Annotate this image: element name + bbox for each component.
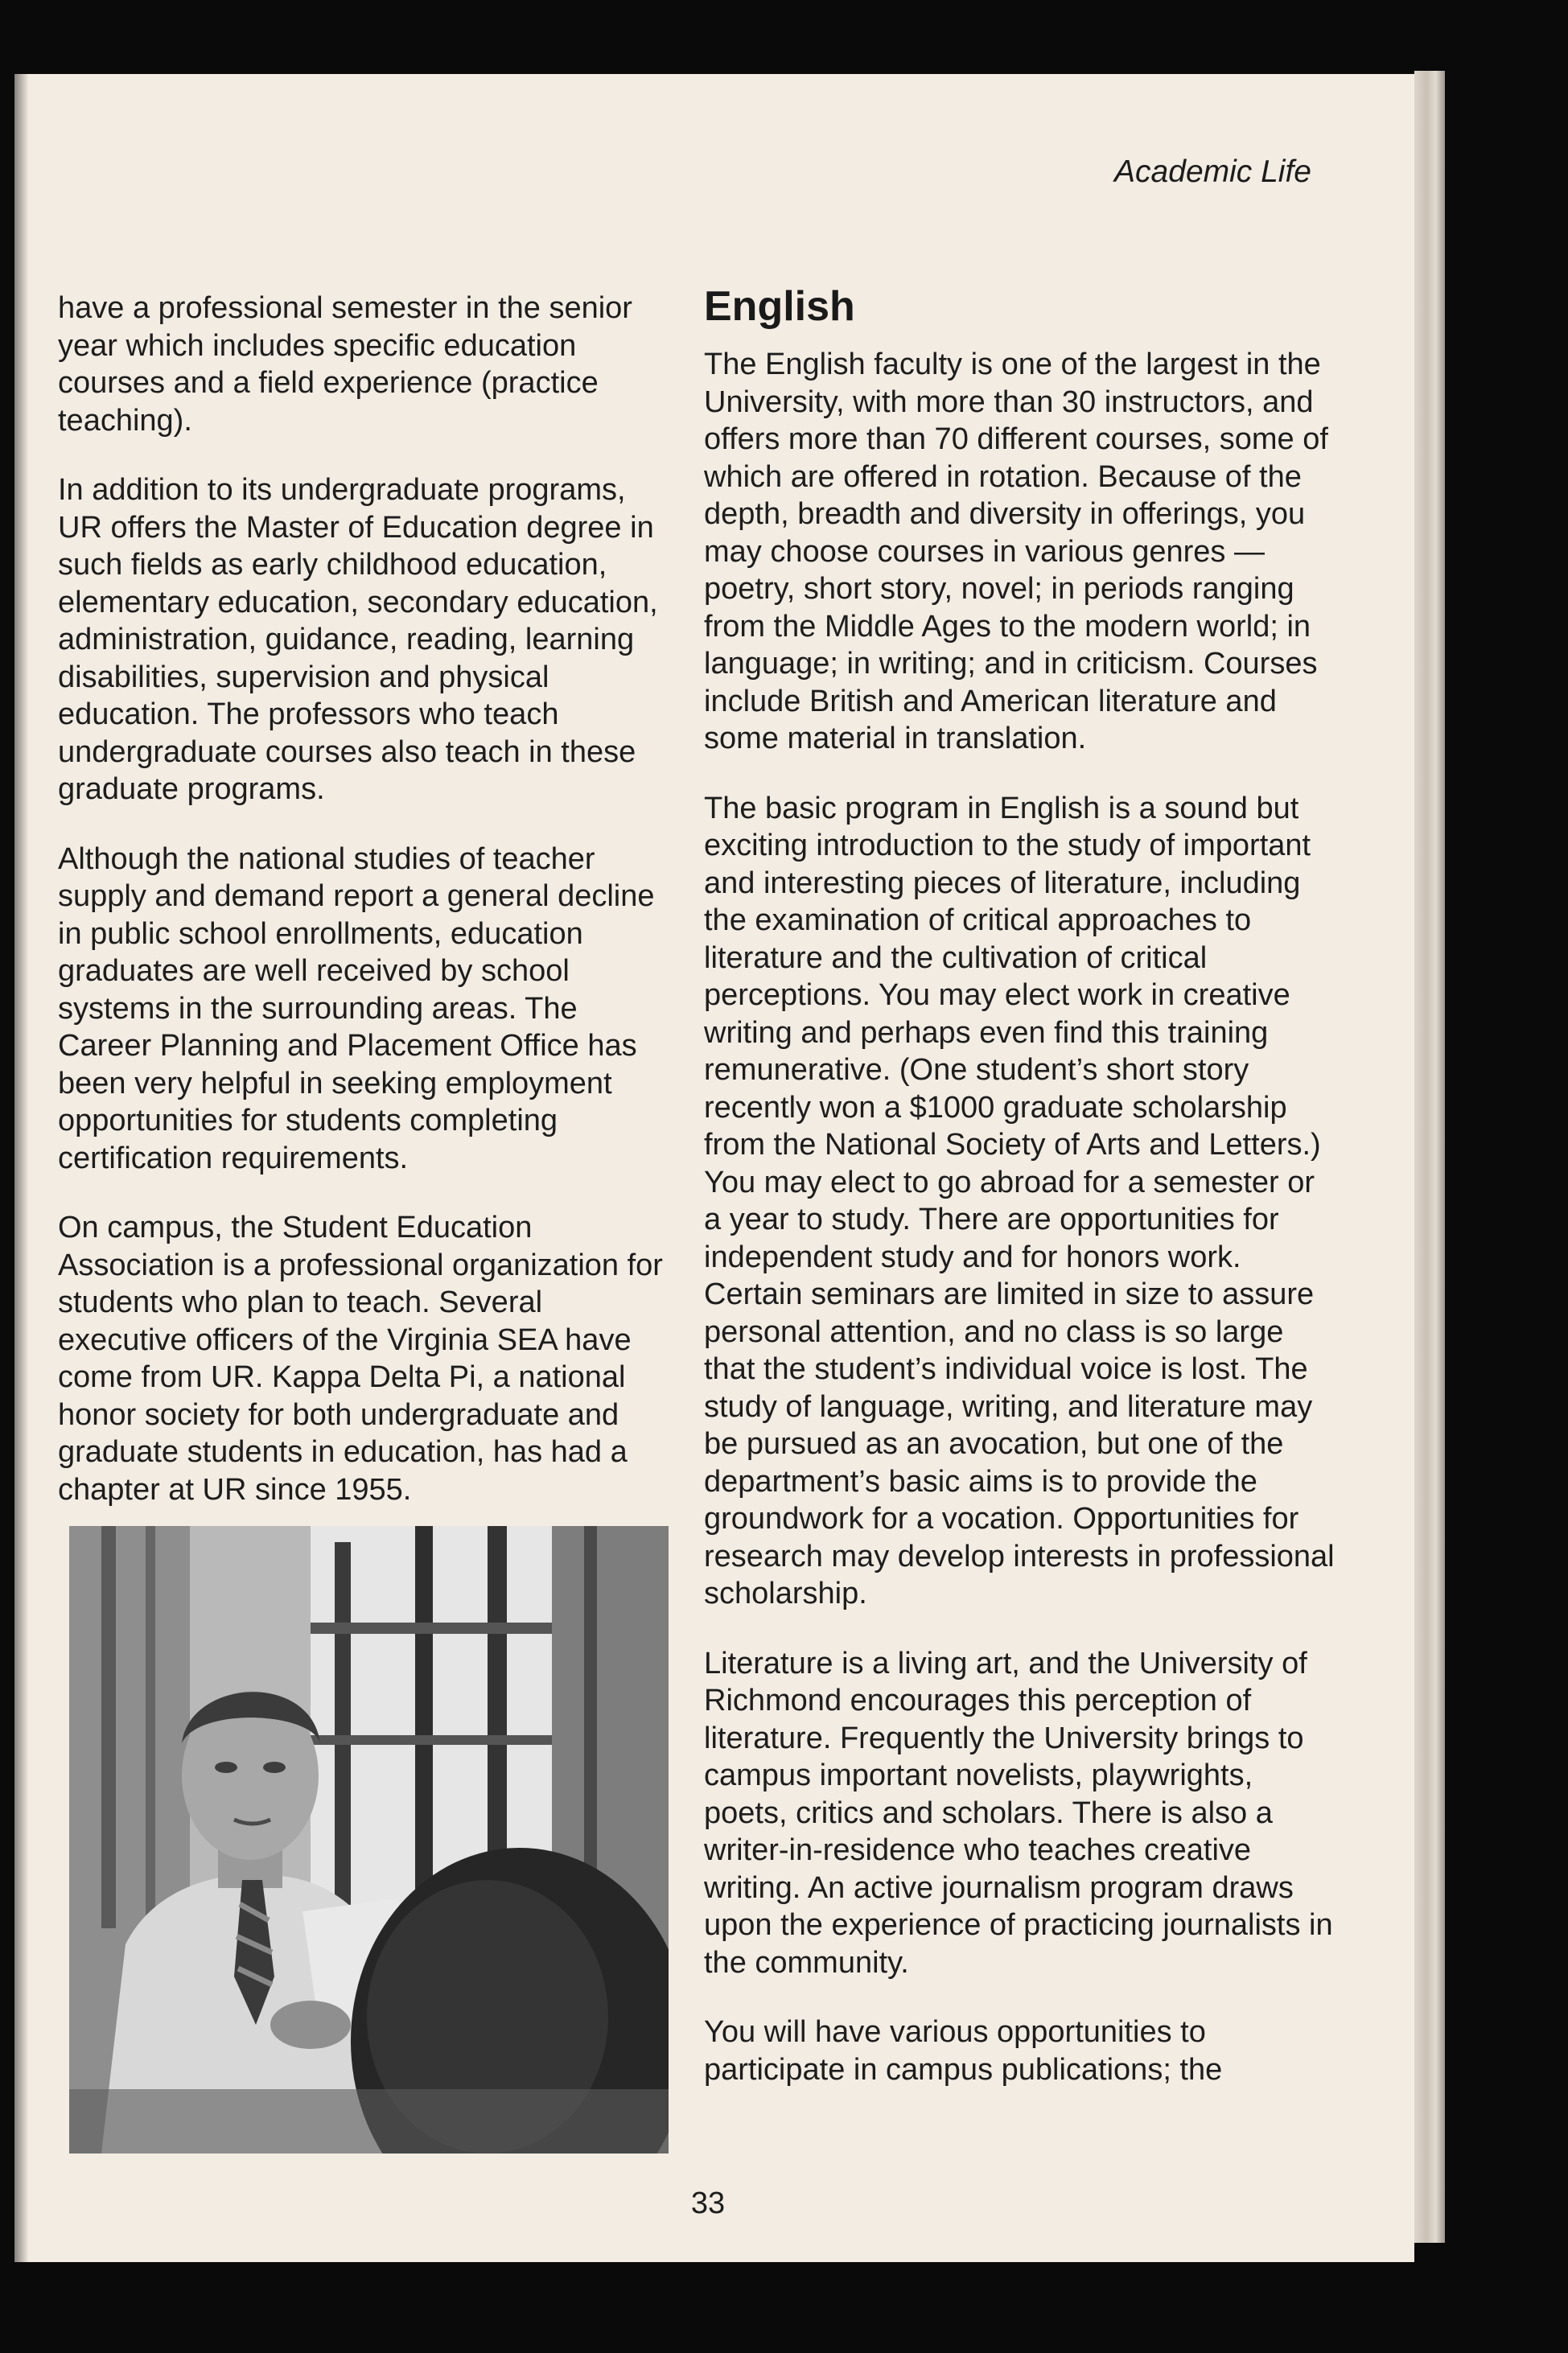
paragraph: Although the national studies of teacher supply and demand report a general decline in public school enrollments, education graduates are well received by school systems in the surrounding areas. The Career Planning and Placement Office has been very helpful in seeking employment opportunities for students completing certification requirements. (58, 841, 655, 1175)
photo-image (69, 1526, 669, 2153)
paragraph: have a professional semester in the senior year which includes specific education courses and a field experience (practice teaching). (58, 291, 632, 438)
paragraph: The basic program in English is a sound but exciting introduction to the study of important and interesting pieces of literature, including the examination of critical approaches to literature and the cultivation of critical perceptions. You may elect work in creative writing and perhaps even find this training remunerative. (One student’s short story recently won a $1000 graduate scholarship from the National Society of Arts and Letters.) You may elect to go abroad for a semester or a year to study. There are opportunities for independent study and for honors work. Certain seminars are limited in size to assure personal attention, and no class is so large that the student’s individual voice is lost. The study of language, writing, and literature may be pursued as an avocation, but one of the department’s basic aims is to provide the groundwork for a vocation. Opportunities for research may develop interests in professional scholarship. (704, 791, 1335, 1610)
paragraph: On campus, the Student Education Association is a professional organization for students who plan to teach. Several executive officers of the Virginia SEA have come from UR. Kappa Delta Pi, a national honor society for both undergraduate and graduate students in education, has had a chapter at UR since 1955. (58, 1211, 663, 1507)
running-head: Academic Life (1114, 154, 1311, 189)
section-heading: English (704, 283, 855, 330)
page-edge-stack (1414, 71, 1445, 2243)
paragraph: You will have various opportunities to participate in campus publications; the (704, 2015, 1223, 2087)
spine-shadow (14, 74, 29, 2262)
right-column (704, 282, 1340, 2121)
left-column (58, 290, 669, 1541)
page-number: 33 (690, 2186, 726, 2220)
paragraph: In addition to its undergraduate programs, UR offers the Master of Education degree in such fields as early childhood education, elementary education, secondary education, administration, guidance, reading, learning disabilities, supervision and physical education. The professors who teach undergraduate courses also teach in these graduate programs. (58, 473, 658, 806)
paragraph: The English faculty is one of the largest in the University, with more than 30 instructors, and offers more than 70 different courses, some of which are offered in rotation. Because of the depth, breadth and diversity in offerings, you may choose courses in various genres — poetry, short story, novel; in periods ranging from the Middle Ages to the modern world; in language; in writing; and in criticism. Courses include British and American literature and some material in translation. (704, 348, 1328, 755)
paragraph: Literature is a living art, and the University of Richmond encourages this perception of literature. Frequently the University brings to campus important novelists, playwrights, poets, critics and scholars. There is also a writer-in-residence who teaches creative writing. An active journalism program draws upon the experience of practicing journalists in the community. (704, 1646, 1333, 1980)
classroom-photo (69, 1526, 669, 2153)
